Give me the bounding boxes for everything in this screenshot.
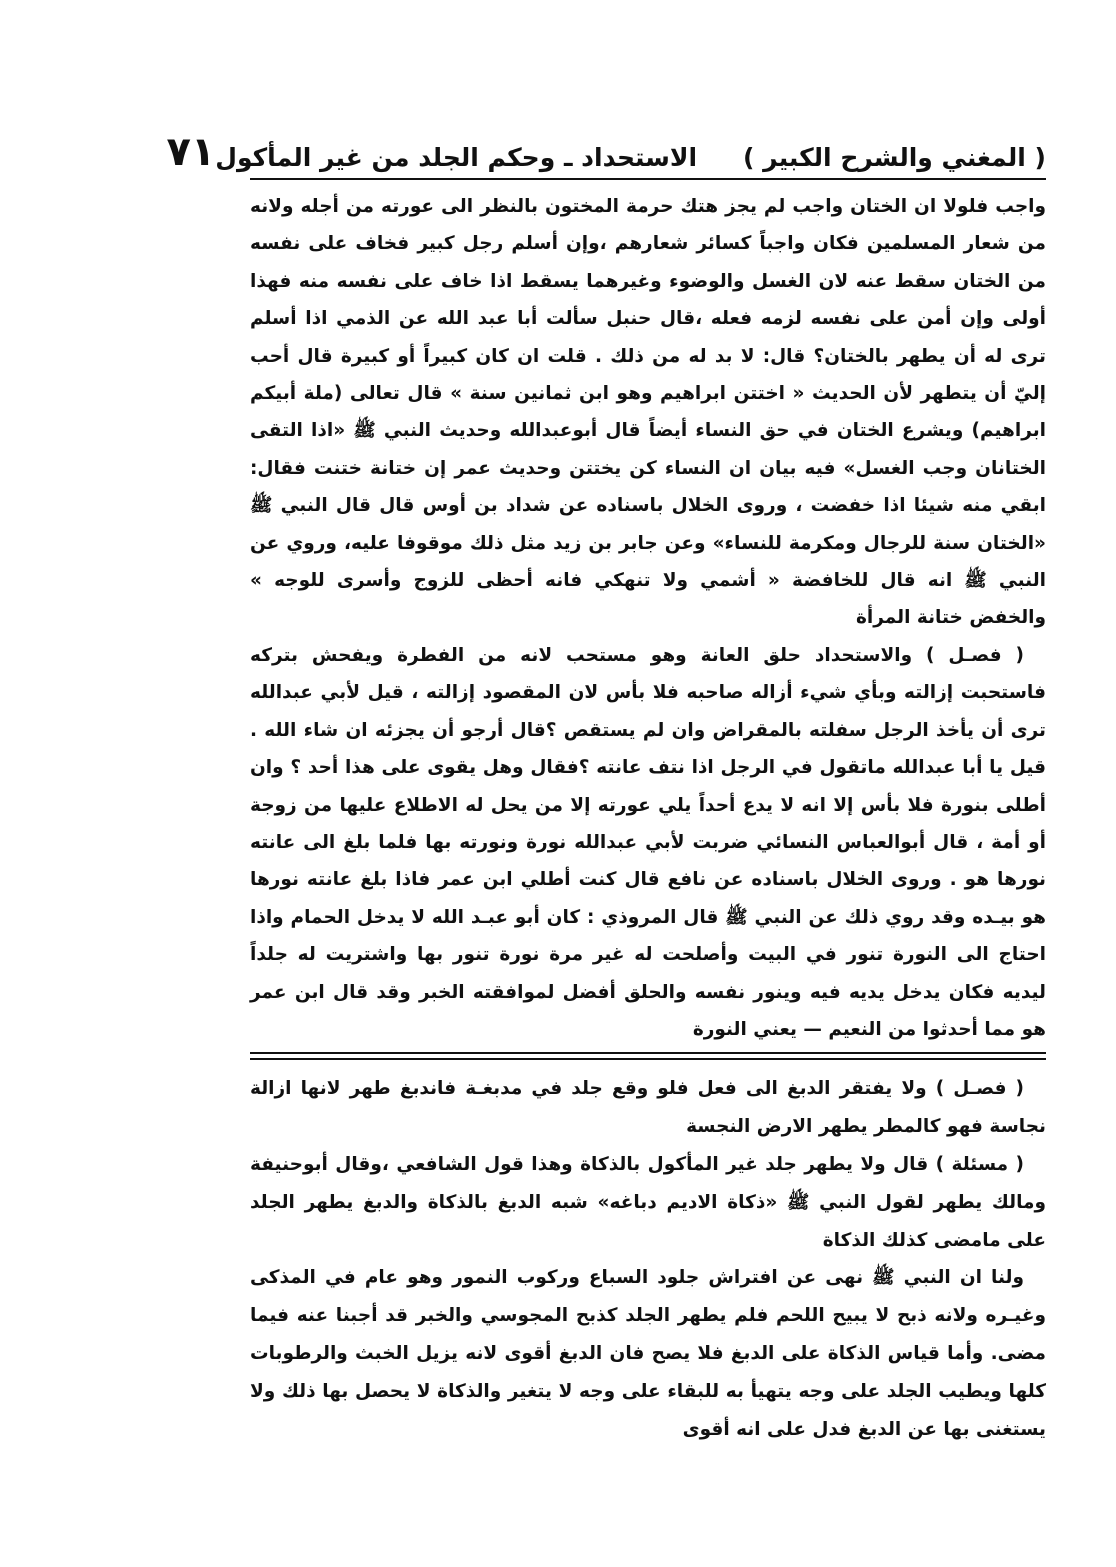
main-text-section (250, 1070, 1046, 1448)
section-divider (250, 1052, 1046, 1060)
paragraph-argument: ولنا ان النبي ﷺ نهى عن افتراش جلود السباع وركوب النمور وهو عام في المذكى وغيـره ولانه ذبح لا يبيح اللحم فلم يطهر الجلد كذبح المجوسي والخبر قد أجبنا عنه فيما مضى. وأما قياس الذكاة على الدبغ فلا يصح فان الدبغ أقوى لانه يزيل الخبث والرطوبات كلها ويطيب الجلد على وجه يتهيأ به للبقاء على وجه لا يتغير والذكاة لا يحصل بها ذلك ولا يستغنى بها عن الدبغ فدل على انه أقوى (250, 1267, 1046, 1440)
chapter-title: الاستحداد ـ وحكم الجلد من غير المأكول (215, 143, 698, 172)
book-title: ( المغني والشرح الكبير ) (743, 143, 1046, 172)
paragraph-istihdad: ( فصـل ) والاستحداد حلق العانة وهو مستحب لانه من الفطرة ويفحش بتركه فاستحبت إزالته وبأي شيء أزاله صاحبه فلا بأس لان المقصود إزالته ، قيل لأبي عبدالله ترى أن يأخذ الرجل سفلته بالمقراض وان لم يستقص ؟قال أرجو أن يجزئه ان شاء الله . قيل يا أبا عبدالله ماتقول في الرجل اذا نتف عانته ؟فقال وهل يقوى على هذا أحد ؟ وان أطلى بنورة فلا بأس إلا انه لا يدع أحداً يلي عورته إلا من يحل له الاطلاع عليها من زوجة أو أمة ، قال أبوالعباس النسائي ضربت لأبي عبدالله نورة ونورته بها فلما بلغ الى عانته نورها هو . وروى الخلال باسناده عن نافع قال كنت أطلي ابن عمر فاذا بلغ عانته نورها هو بيـده وقد روي ذلك عن النبي ﷺ قال المروذي : كان أبو عبـد الله لا يدخل الحمام واذا احتاج الى النورة تنور في البيت وأصلحت له غير مرة نورة تنور بها واشتريت له جلداً ليديه فكان يدخل يديه فيه وينور نفسه والحلق أفضل لموافقته الخبر وقد قال ابن عمر هو مما أحدثوا من النعيم — يعني النورة (250, 644, 1046, 1040)
paragraph-masala: ( مسئلة ) قال ولا يطهر جلد غير المأكول بالذكاة وهذا قول الشافعي ،وقال أبوحنيفة ومالك يطهر لقول النبي ﷺ «ذكاة الاديم دباغه» شبه الدبغ بالذكاة والدبغ يطهر الجلد على مامضى كذلك الذكاة (250, 1153, 1046, 1251)
commentary-section (250, 188, 1046, 1048)
running-header (166, 118, 1046, 180)
page-number: ٧١ (166, 129, 216, 175)
paragraph-tanning: ( فصـل ) ولا يفتقر الدبغ الى فعل فلو وقع جلد في مدبغـة فاندبغ طهر لانها ازالة نجاسة فهو كالمطر يطهر الارض النجسة (250, 1078, 1046, 1138)
paragraph-circumcision: واجب فلولا ان الختان واجب لم يجز هتك حرمة المختون بالنظر الى عورته من أجله ولانه من شعار المسلمين فكان واجباً كسائر شعارهم ،وإن أسلم رجل كبير فخاف على نفسه من الختان سقط عنه لان الغسل والوضوء وغيرهما يسقط اذا خاف على نفسه منه فهذا أولى وإن أمن على نفسه لزمه فعله ،قال حنبل سألت أبا عبد الله عن الذمي اذا أسلم ترى له أن يطهر بالختان؟ قال: لا بد له من ذلك . قلت ان كان كبيراً أو كبيرة قال أحب إليّ أن يتطهر لأن الحديث « اختتن ابراهيم وهو ابن ثمانين سنة » قال تعالى (ملة أبيكم ابراهيم) ويشرع الختان في حق النساء أيضاً قال أبوعبدالله وحديث النبي ﷺ «اذا التقى الختانان وجب الغسل» فيه بيان ان النساء كن يختتن وحديث عمر إن ختانة ختنت فقال: ابقي منه شيئا اذا خفضت ، وروى الخلال باسناده عن شداد بن أوس قال قال النبي ﷺ «الختان سنة للرجال ومكرمة للنساء» وعن جابر بن زيد مثل ذلك موقوفا عليه، وروي عن النبي ﷺ انه قال للخافضة « أشمي ولا تنهكي فانه أحظى للزوج وأسرى للوجه » والخفض ختانة المرأة (250, 196, 1046, 629)
